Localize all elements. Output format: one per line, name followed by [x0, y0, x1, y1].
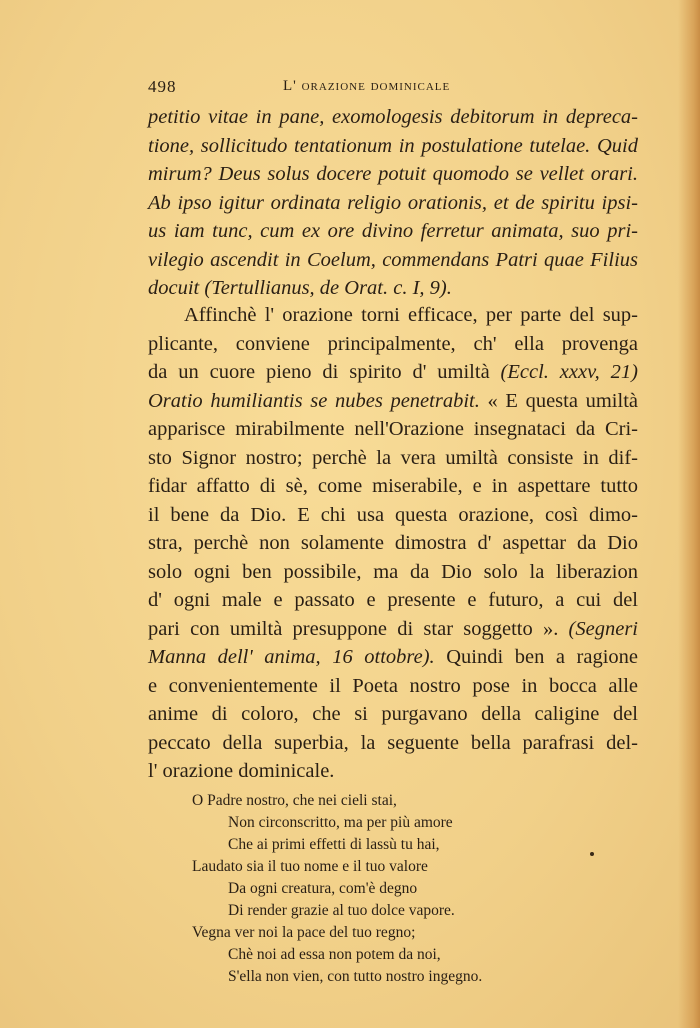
latin-phrase: Oratio humiliantis se nubes penetrabit. — [148, 389, 480, 412]
text-line: e convenientemente il Poeta nostro pose in bocca alle — [148, 674, 638, 697]
verse-line: O Padre nostro, che nei cieli stai, — [192, 792, 397, 809]
text-line: l' orazione dominicale. — [148, 760, 335, 782]
text-line: plicante, conviene principalmente, ch' ella provenga — [148, 332, 638, 355]
text-line: Ab ipso igitur ordinata religio orationis, et de spiritu ipsi- — [148, 191, 638, 214]
text-line: tione, sollicitudo tentationum in postulatione tutelae. Quid — [148, 134, 638, 157]
running-title: L' orazione dominicale — [283, 78, 451, 94]
citation: Manna dell' anima, 16 ottobre). — [148, 646, 435, 668]
commentary-paragraph — [148, 301, 638, 786]
verse-line: Laudato sia il tuo nome e il tuo valore — [192, 858, 428, 875]
verse-line: Che ai primi effetti di lassù tu hai, — [228, 836, 440, 853]
text-line: Affinchè l' orazione torni efficace, per parte del sup- — [184, 304, 638, 326]
text-line: us iam tunc, cum ex ore divino ferretur animata, suo pri- — [148, 220, 638, 242]
text-line: stra, perchè non solamente dimostra d' aspettar da Dio — [148, 532, 638, 554]
text-line: petitio vitae in pane, exomologesis debitorum in depreca- — [148, 106, 638, 128]
text-line: vilegio ascendit in Coelum, commendans Patri quae Filius — [148, 248, 638, 271]
verse-block — [192, 790, 612, 988]
text-line: il bene da Dio. E chi usa questa orazione, così dimo- — [148, 503, 638, 526]
page-number: 498 — [148, 77, 177, 96]
text-line: d' ogni male e passato e presente e futuro, a cui del — [148, 589, 638, 611]
verse-line: Chè noi ad essa non potem da noi, — [228, 946, 441, 963]
text-line: anime di coloro, che si purgavano della caligine del — [148, 703, 638, 725]
page-edge-shadow — [678, 0, 700, 1028]
text-line: fidar affatto di sè, come miserabile, e in aspettare tutto — [148, 475, 638, 497]
text-line: Oratio humiliantis se nubes penetrabit. « E questa umiltà — [148, 389, 638, 412]
verse-line: S'ella non vien, con tutto nostro ingegno. — [228, 968, 483, 985]
verse-line: Vegna ver noi la pace del tuo regno; — [192, 924, 416, 941]
text-line: da un cuore pieno di spirito d' umiltà (Eccl. xxxv, 21) — [148, 361, 638, 383]
text-line: Manna dell' anima, 16 ottobre). Quindi ben a ragione — [148, 646, 638, 668]
text-line: peccato della superbia, la seguente bella parafrasi del- — [148, 731, 638, 754]
verse-line: Di render grazie al tuo dolce vapore. — [228, 902, 455, 919]
text-line: solo ogni ben possibile, ma da Dio solo la liberazion — [148, 560, 638, 583]
verse-line: Non circonscritto, ma per più amore — [228, 814, 453, 831]
text-line: apparisce mirabilmente nell'Orazione insegnataci da Cri- — [148, 418, 638, 440]
verse-line: Da ogni creatura, com'è degno — [228, 880, 418, 897]
ink-speck — [590, 852, 594, 856]
citation: (Eccl. xxxv, 21) — [500, 361, 638, 383]
text-line: sto Signor nostro; perchè la vera umiltà consiste in dif- — [148, 446, 638, 469]
text-line: pari con umiltà presuppone di star soggetto ». (Segneri — [148, 617, 638, 640]
text-line: mirum? Deus solus docere potuit quomodo se vellet orari. — [148, 163, 638, 185]
running-header — [148, 77, 638, 99]
citation: (Segneri — [568, 617, 638, 640]
latin-quotation — [148, 103, 638, 303]
text-line: docuit (Tertullianus, de Orat. c. I, 9). — [148, 277, 452, 299]
